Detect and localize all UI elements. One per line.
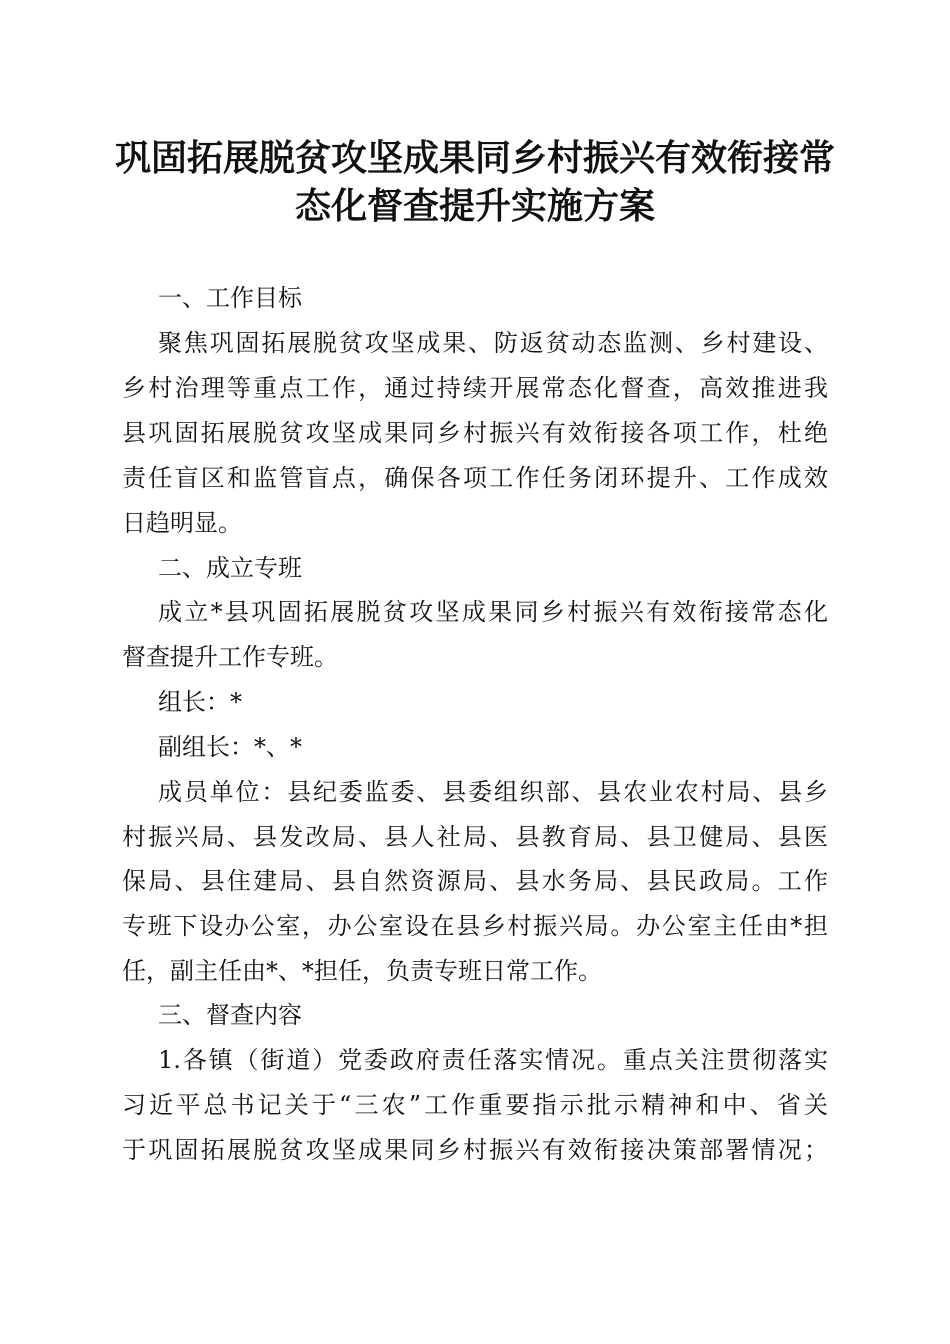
paragraph-line: 于巩固拓展脱贫攻坚成果同乡村振兴有效衔接决策部署情况； (122, 1136, 828, 1164)
paragraph-line: 县巩固拓展脱贫攻坚成果同乡村振兴有效衔接各项工作，杜绝 (122, 419, 828, 447)
paragraph-line: 成员单位：县纪委监委、县委组织部、县农业农村局、县乡 (158, 778, 828, 806)
document-title-line-1: 巩固拓展脱贫攻坚成果同乡村振兴有效衔接常 (114, 137, 835, 179)
paragraph-line: 督查提升工作专班。 (122, 643, 338, 671)
section-heading-inspection-content: 三、督查内容 (158, 1001, 302, 1029)
paragraph-line: 保局、县住建局、县自然资源局、县水务局、县民政局。工作 (122, 867, 828, 895)
paragraph-line: 聚焦巩固拓展脱贫攻坚成果、防返贫动态监测、乡村建设、 (158, 329, 828, 357)
paragraph-line: 日趋明显。 (122, 509, 242, 537)
paragraph-line: 任，副主任由*、*担任，负责专班日常工作。 (122, 957, 602, 985)
document-title-line-2: 态化督查提升实施方案 (294, 185, 655, 227)
paragraph-line: 1.各镇（街道）党委政府责任落实情况。重点关注贯彻落实 (158, 1046, 828, 1074)
paragraph-line: 习近平总书记关于“三农”工作重要指示批示精神和中、省关 (122, 1091, 828, 1119)
leader-line: 组长：* (158, 688, 242, 716)
paragraph-line: 乡村治理等重点工作，通过持续开展常态化督查，高效推进我 (122, 374, 828, 402)
deputy-leader-line: 副组长：*、* (158, 733, 302, 761)
section-heading-task-force: 二、成立专班 (158, 554, 302, 582)
section-heading-goals: 一、工作目标 (158, 284, 302, 312)
paragraph-line: 责任盲区和监管盲点，确保各项工作任务闭环提升、工作成效 (122, 464, 828, 492)
paragraph-line: 村振兴局、县发改局、县人社局、县教育局、县卫健局、县医 (122, 823, 828, 851)
paragraph-line: 专班下设办公室，办公室设在县乡村振兴局。办公室主任由*担 (122, 912, 828, 940)
paragraph-line: 成立*县巩固拓展脱贫攻坚成果同乡村振兴有效衔接常态化 (158, 598, 828, 626)
